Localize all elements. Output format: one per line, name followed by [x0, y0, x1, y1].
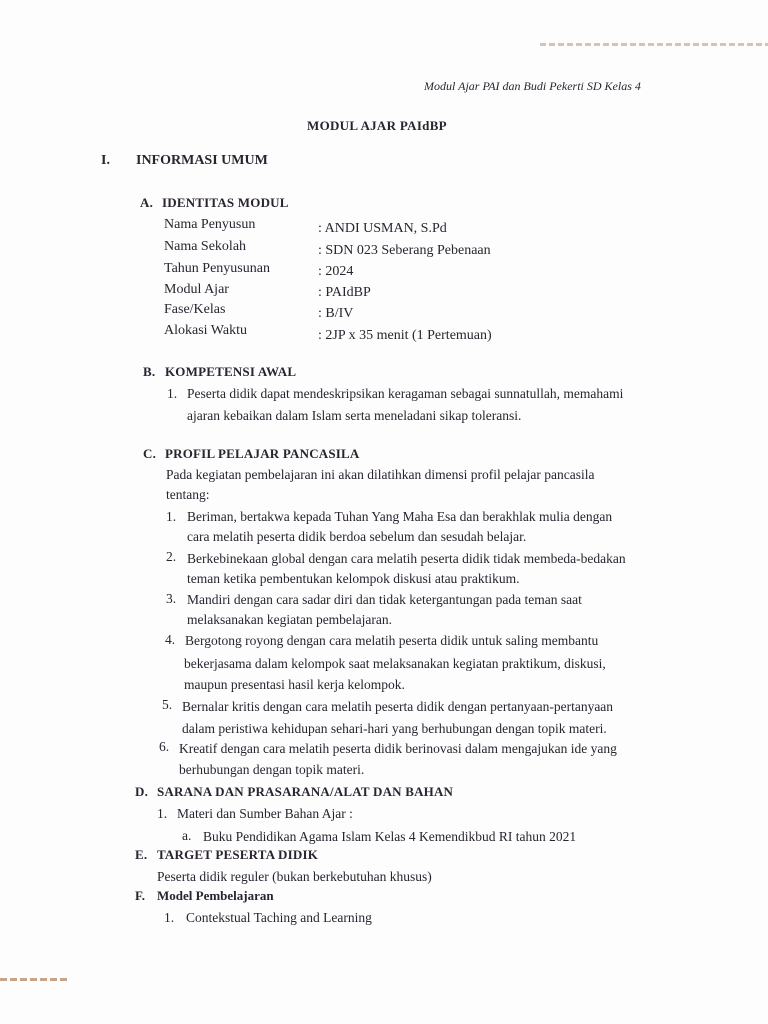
info-label: Tahun Penyusunan	[164, 261, 270, 276]
target-title: TARGET PESERTA DIDIK	[157, 847, 319, 862]
list-item-line: maupun presentasi hasil kerja kelompok.	[184, 677, 405, 692]
list-item-line: Contekstual Taching and Learning	[186, 910, 372, 925]
info-label: Modul Ajar	[164, 282, 229, 297]
running-header: Modul Ajar PAI dan Budi Pekerti SD Kelas 4	[424, 79, 641, 93]
list-item-line: Berkebinekaan global dengan cara melatih peserta didik tidak membeda-bedakan	[187, 551, 626, 566]
list-number: 2.	[166, 549, 177, 564]
profil-intro-line: Pada kegiatan pembelajaran ini akan dilatihkan dimensi profil pelajar pancasila	[166, 467, 595, 482]
list-number: 3.	[166, 591, 177, 606]
model-letter: F.	[135, 888, 145, 903]
list-item-line: dalam peristiwa kehidupan sehari-hari yang berhubungan dengan topik materi.	[182, 721, 607, 736]
list-item-line: cara melatih peserta didik berdoa sebelum dan sesudah belajar.	[187, 529, 527, 544]
sarana-title: SARANA DAN PRASARANA/ALAT DAN BAHAN	[157, 784, 454, 799]
list-item-line: Mandiri dengan cara sadar diri dan tidak ketergantungan pada teman saat	[187, 592, 582, 607]
identitas-heading	[140, 195, 289, 211]
sarana-letter: D.	[135, 784, 149, 799]
sarana-heading	[135, 784, 453, 800]
sub-list-item: Buku Pendidikan Agama Islam Kelas 4 Kemendikbud RI tahun 2021	[203, 829, 577, 844]
info-value: : ANDI USMAN, S.Pd	[318, 221, 447, 236]
list-item-line: Bernalar kritis dengan cara melatih peserta didik dengan pertanyaan-pertanyaan	[182, 699, 614, 714]
list-item-line: Kreatif dengan cara melatih peserta didik berinovasi dalam mengajukan ide yang	[179, 741, 617, 756]
list-number: 1.	[164, 910, 175, 925]
kompetensi-heading	[143, 364, 296, 380]
document-title: MODUL AJAR PAIdBP	[307, 118, 447, 133]
kompetensi-letter: B.	[143, 364, 156, 379]
target-text: Peserta didik reguler (bukan berkebutuhan khusus)	[157, 869, 432, 884]
info-value: : B/IV	[318, 306, 354, 321]
info-label: Nama Penyusun	[164, 217, 256, 232]
info-label: Nama Sekolah	[164, 239, 247, 254]
target-heading	[135, 847, 318, 863]
info-label: Alokasi Waktu	[164, 323, 247, 338]
section-number: I.	[101, 153, 110, 168]
identitas-title: IDENTITAS MODUL	[162, 195, 289, 210]
profil-heading	[143, 446, 360, 462]
profil-title: PROFIL PELAJAR PANCASILA	[165, 446, 360, 461]
info-value: : 2024	[318, 264, 354, 279]
list-number: 1.	[157, 806, 168, 821]
list-item-line: Materi dan Sumber Bahan Ajar :	[177, 806, 353, 821]
list-number: 6.	[159, 739, 170, 754]
section-title: INFORMASI UMUM	[136, 153, 268, 168]
list-number: 5.	[162, 697, 173, 712]
profil-letter: C.	[143, 446, 157, 461]
info-value: : 2JP x 35 menit (1 Pertemuan)	[318, 328, 492, 343]
list-number: 1.	[167, 386, 178, 401]
list-item-line: Peserta didik dapat mendeskripsikan keragaman sebagai sunnatullah, memahami	[187, 386, 624, 401]
list-item-line: melaksanakan kegiatan pembelajaran.	[187, 612, 393, 627]
profil-intro-line: tentang:	[166, 487, 210, 502]
list-number: 4.	[165, 632, 176, 647]
sub-list-letter: a.	[182, 828, 192, 843]
model-title: Model Pembelajaran	[157, 888, 274, 903]
list-item-line: teman ketika pembentukan kelompok diskusi atau praktikum.	[187, 571, 520, 586]
scan-edge-top	[540, 43, 768, 46]
info-value: : PAIdBP	[318, 285, 371, 300]
identitas-letter: A.	[140, 195, 154, 210]
scan-edge-bottom	[0, 978, 70, 981]
list-item-line: Beriman, bertakwa kepada Tuhan Yang Maha Esa dan berakhlak mulia dengan	[187, 509, 613, 524]
kompetensi-title: KOMPETENSI AWAL	[165, 364, 297, 379]
list-number: 1.	[166, 509, 177, 524]
list-item-line: bekerjasama dalam kelompok saat melaksanakan kegiatan praktikum, diskusi,	[184, 656, 606, 671]
info-value: : SDN 023 Seberang Pebenaan	[318, 243, 491, 258]
model-heading	[135, 888, 274, 904]
info-label: Fase/Kelas	[164, 302, 226, 317]
list-item-line: ajaran kebaikan dalam Islam serta meneladani sikap toleransi.	[187, 408, 522, 423]
list-item-line: berhubungan dengan topik materi.	[179, 762, 365, 777]
target-letter: E.	[135, 847, 148, 862]
list-item-line: Bergotong royong dengan cara melatih peserta didik untuk saling membantu	[185, 633, 599, 648]
